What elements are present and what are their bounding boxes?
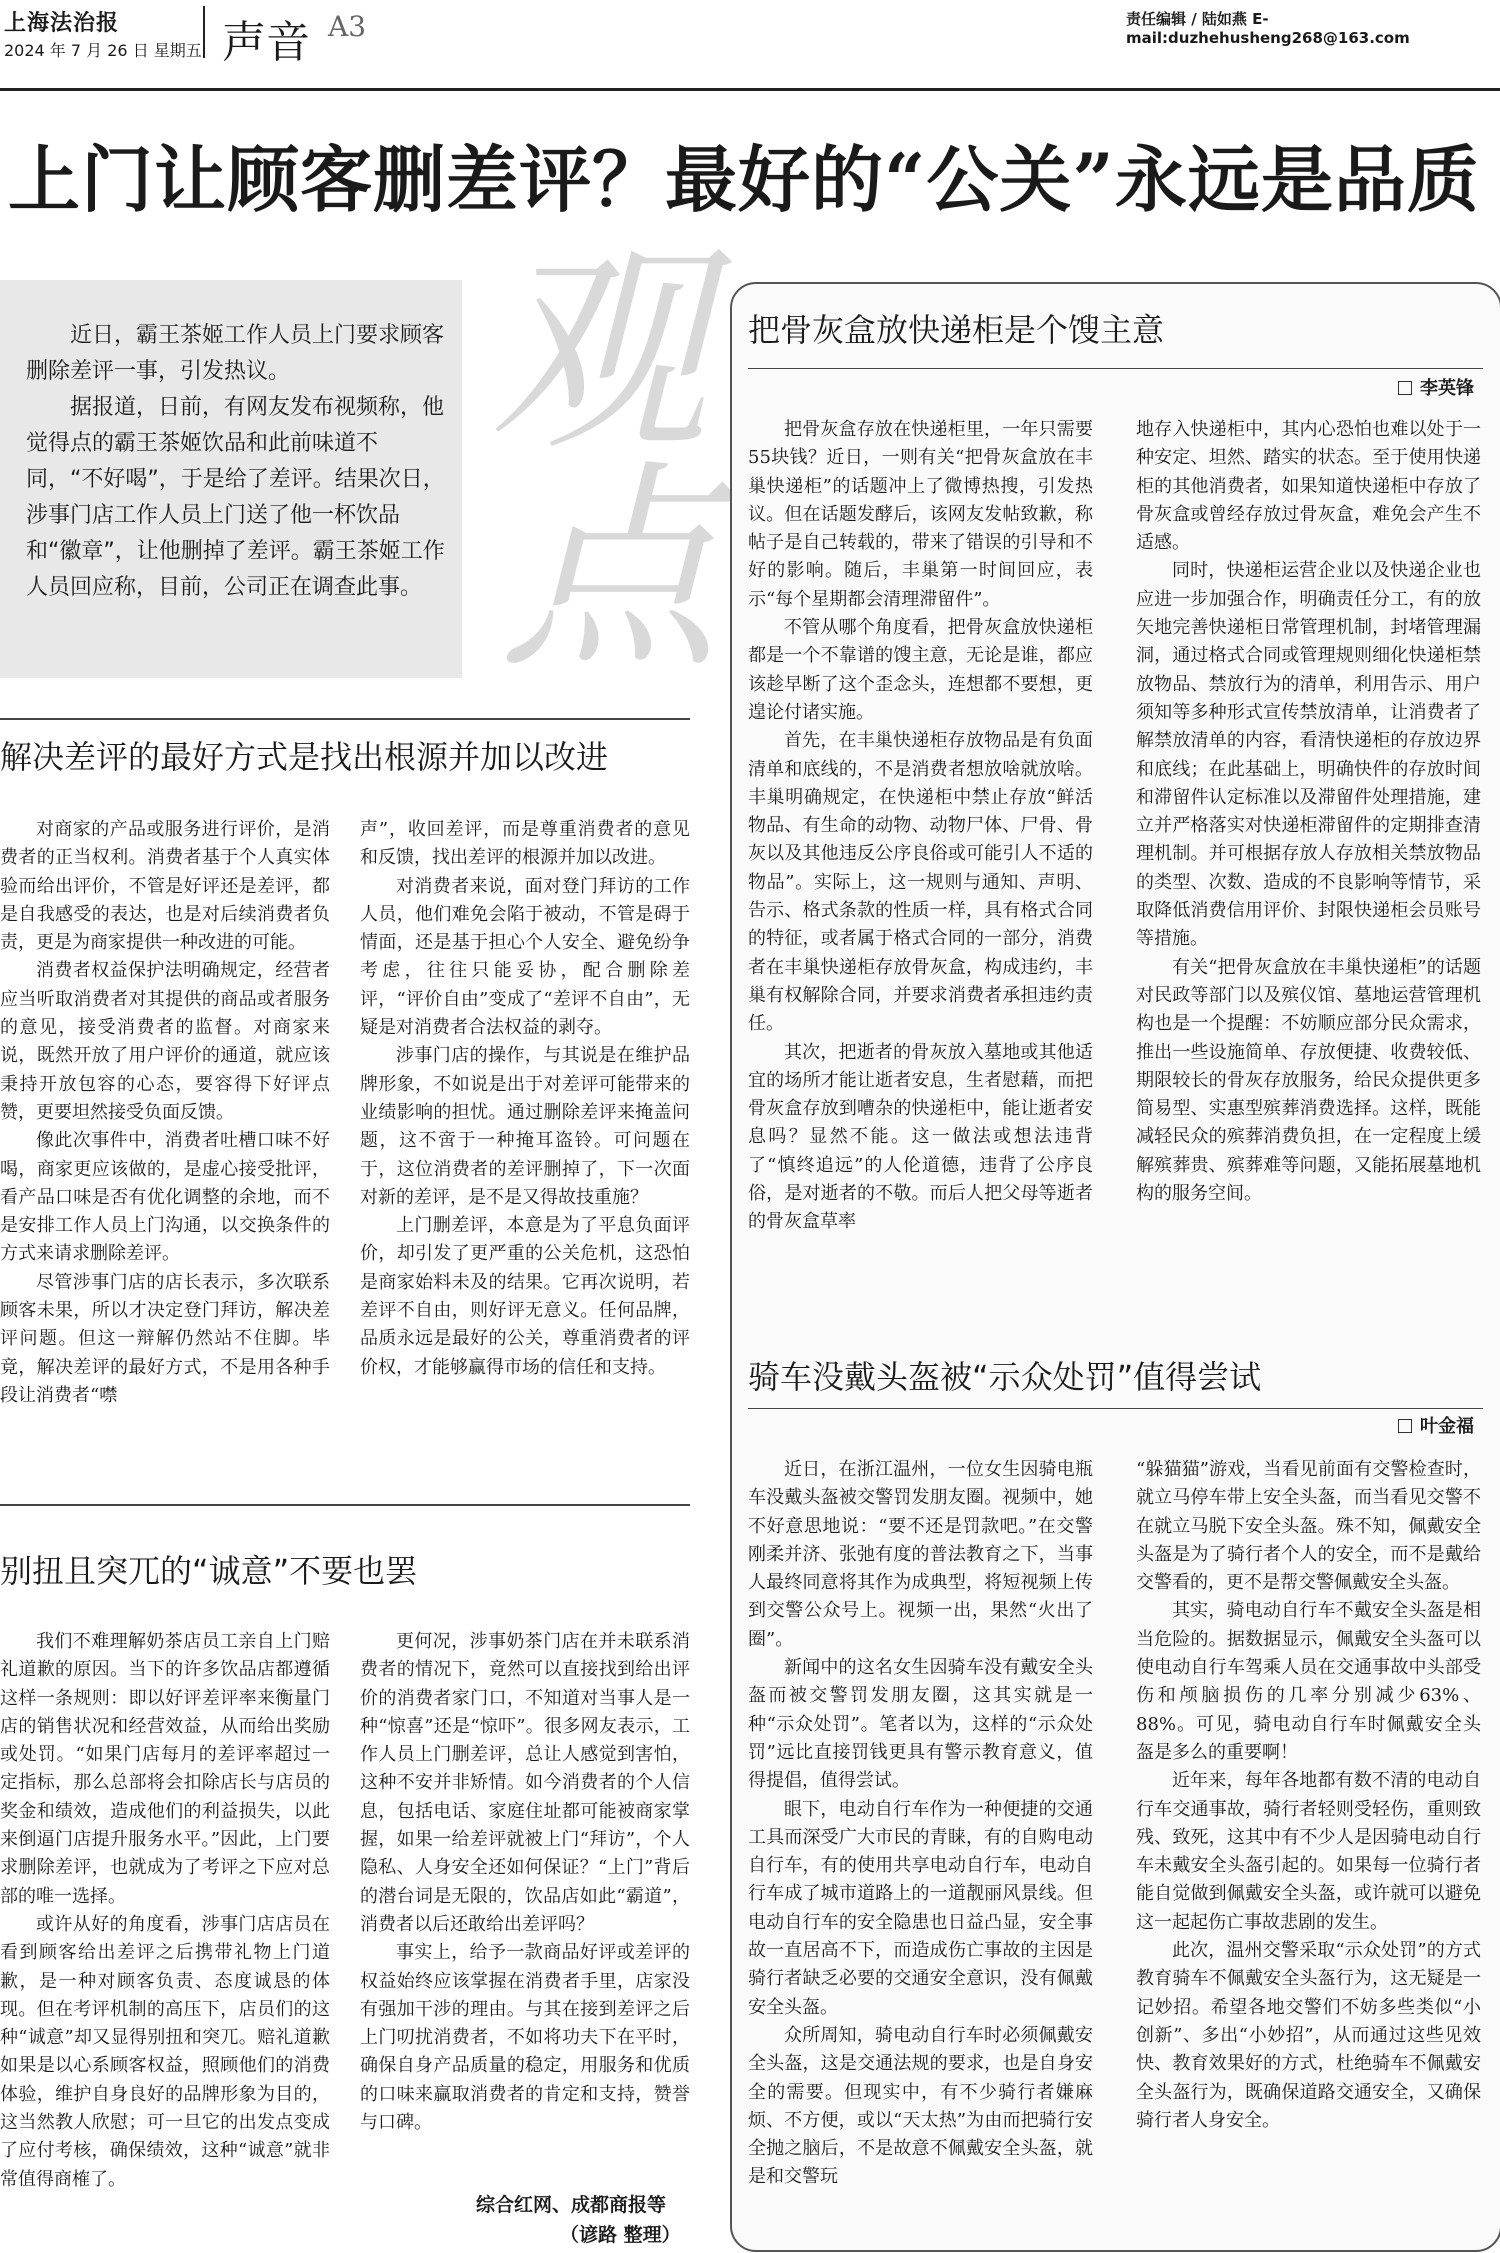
section-rule	[0, 1504, 690, 1506]
paragraph: “躲猫猫”游戏，当看见前面有交警检查时，就立马停车带上安全头盔，而当看见交警不在就立马脱下安全头盔。殊不知，佩戴安全头盔是为了骑行者个人的安全，而不是戴给交警看的，更不是帮交警佩戴安全头盔。	[1136, 1459, 1481, 1594]
article4-title: 骑车没戴头盔被“示众处罚”值得尝试	[748, 1358, 1262, 1396]
byline-box-icon	[1398, 381, 1412, 395]
section1-title: 解决差评的最好方式是找出根源并加以改进	[0, 738, 609, 776]
paragraph: 其次，把逝者的骨灰放入墓地或其他适宜的场所才能让逝者安息，生者慰藉，而把骨灰盒存放到嘈杂的快递柜中，能让逝者安息吗？显然不能。这一做法或想法违背了“慎终追远”的人伦道德，违背了公序良俗，是对逝者的不敬。而后人把父母等逝者的骨灰盒草率	[748, 1041, 1093, 1233]
compiler-credit: （谚路 整理）	[560, 2224, 681, 2246]
header-rule	[0, 88, 1500, 91]
section1-column-1	[0, 816, 330, 1410]
article3-title: 把骨灰盒放快递柜是个馊主意	[748, 311, 1165, 349]
paragraph: 像此次事件中，消费者吐槽口味不好喝，商家更应该做的，是虚心接受批评，看产品口味是否有优化调整的余地，而不是安排工作人员上门沟通，以交换条件的方式来请求删除差评。	[0, 1130, 330, 1265]
masthead-logo: 上海法治报	[4, 10, 120, 36]
paragraph: 众所周知，骑电动自行车时必须佩戴安全头盔，这是交通法规的要求，也是自身安全的需要。但现实中，有不少骑行者嫌麻烦、不方便，或以“天太热”为由而把骑行安全抛之脑后，不是故意不佩戴安全头盔，就是和交警玩	[748, 2024, 1093, 2188]
article4-byline	[1398, 1412, 1474, 1438]
main-headline: 上门让顾客删差评？最好的“公关”永远是品质	[8, 137, 1480, 222]
paragraph: 我们不难理解奶茶店员工亲自上门赔礼道歉的原因。当下的许多饮品店都遵循这样一条规则：即以好评差评率来衡量门店的销售状况和经营效益，从而给出奖励或处罚。“如果门店每月的差评率超过一定指标，那么总部将会扣除店长与店员的奖金和绩效，造成他们的利益损失，以此来倒逼门店提升服务水平。”因此，上门要求删除差评，也就成为了考评之下应对总部的唯一选择。	[0, 1631, 330, 1907]
paragraph: 其实，骑电动自行车不戴安全头盔是相当危险的。据数据显示，佩戴安全头盔可以使电动自行车驾乘人员在交通事故中头部受伤和颅脑损伤的几率分别减少63%、88%。可见，骑电动自行车时佩戴安全头盔是多么的重要啊！	[1136, 1600, 1481, 1763]
author-name: 叶金福	[1420, 1416, 1474, 1437]
paragraph: 同时，快递柜运营企业以及快递企业也应进一步加强合作，明确责任分工，有的放矢地完善快递柜日常管理机制，封堵管理漏洞，通过格式合同或管理规则细化快递柜禁放物品、禁放行为的清单，利用告示、用户须知等多种形式宣传禁放清单，让消费者了解禁放清单的内容，看清快递柜的存放边界和底线；在此基础上，明确快件的存放时间和滞留件认定标准以及滞留件处理措施，建立并严格落实对快递柜滞留件的定期排查清理机制。并可根据存放人存放相关禁放物品的类型、次数、造成的不良影响等情节，采取降低消费信用评价、封限快递柜会员账号等措施。	[1136, 560, 1481, 950]
intro-text	[26, 318, 446, 606]
section-name: 声音	[222, 17, 310, 68]
paragraph: 有关“把骨灰盒放在丰巢快递柜”的话题对民政等部门以及殡仪馆、墓地运营管理机构也是一个提醒：不妨顺应部分民众需求，推出一些设施简单、存放便捷、收费较低、期限较长的骨灰存放服务，给民众提供更多简易型、实惠型殡葬消费选择。这样，既能减轻民众的殡葬消费负担，在一定程度上缓解殡葬贵、殡葬难等问题，又能拓展墓地机构的服务空间。	[1136, 956, 1481, 1205]
section1-column-2	[360, 816, 690, 1382]
paragraph: 对消费者来说，面对登门拜访的工作人员，他们难免会陷于被动，不管是碍于情面，还是基于担心个人安全、避免纷争考虑，往往只能妥协，配合删除差评，“评价自由”变成了“差评不自由”，无疑是对消费者合法权益的剥夺。	[360, 875, 690, 1039]
article-rule	[748, 1408, 1483, 1409]
paragraph: 涉事门店的操作，与其说是在维护品牌形象，不如说是出于对差评可能带来的业绩影响的担忧。通过删除差评来掩盖问题，这不啻于一种掩耳盗铃。可问题在于，这位消费者的差评删掉了，下一次面对新的差评，是不是又得故技重施？	[360, 1045, 690, 1208]
paragraph: 此次，温州交警采取“示众处罚”的方式教育骑车不佩戴安全头盔行为，这无疑是一记妙招。希望各地交警们不妨多些类似“小创新”、多出“小妙招”，从而通过这些见效快、教育效果好的方式，杜绝骑车不佩戴安全头盔行为，既确保道路交通安全，又确保骑行者人身安全。	[1136, 1940, 1481, 2131]
paragraph: 或许从好的角度看，涉事门店店员在看到顾客给出差评之后携带礼物上门道歉，是一种对顾客负责、态度诚恳的体现。但在考评机制的高压下，店员们的这种“诚意”却又显得别扭和突兀。赔礼道歉如果是以心系顾客权益，照顾他们的消费体验，维护自身良好的品牌形象为目的，这当然教人欣慰；可一旦它的出发点变成了应付考核，确保绩效，这种“诚意”就非常值得商榷了。	[0, 1913, 330, 2190]
page-number: A3	[328, 10, 367, 43]
paragraph: 更何况，涉事奶茶门店在并未联系消费者的情况下，竟然可以直接找到给出评价的消费者家门口，不知道对当事人是一种“惊喜”还是“惊吓”。很多网友表示，工作人员上门删差评，总让人感觉到害怕，这种不安并非矫情。如今消费者的个人信息，包括电话、家庭住址都可能被商家掌握，如果一给差评就被上门“拜访”，个人隐私、人身安全还如何保证？“上门”背后的潜台词是无限的，饮品店如此“霸道”，消费者以后还敢给出差评吗？	[360, 1631, 690, 1935]
article-rule	[748, 368, 1483, 369]
article3-column-2	[1136, 416, 1481, 1208]
article4-column-1	[748, 1456, 1093, 2192]
section2-column-2	[360, 1628, 690, 2137]
article3-byline	[1398, 374, 1474, 400]
issue-date: 2024 年 7 月 26 日 星期五	[4, 41, 202, 60]
article3-column-1	[748, 416, 1093, 1237]
byline-box-icon	[1398, 1419, 1412, 1433]
paragraph: 新闻中的这名女生因骑车没有戴安全头盔而被交警罚发朋友圈，这其实就是一种“示众处罚”。笔者以为，这样的“示众处罚”远比直接罚钱更具有警示教育意义，值得提倡，值得尝试。	[748, 1657, 1093, 1792]
paragraph: 近日，在浙江温州，一位女生因骑电瓶车没戴头盔被交警罚发朋友圈。视频中，她不好意思地说：“要不还是罚款吧。”在交警刚柔并济、张弛有度的普法教育之下，当事人最终同意将其作为成典型，将短视频上传到交警公众号上。视频一出，果然“火出了圈”。	[748, 1459, 1093, 1650]
paragraph: 首先，在丰巢快递柜存放物品是有负面清单和底线的，不是消费者想放啥就放啥。丰巢明确规定，在快递柜中禁止存放“鲜活物品、有生命的动物、动物尸体、尸骨、骨灰以及其他违反公序良俗或可能引人不适的物品”。实际上，这一规则与通知、声明、告示、格式条款的性质一样，具有格式合同的特征，或者属于格式合同的一部分，消费者在丰巢快递柜存放骨灰盒，构成违约，丰巢有权解除合同，并要求消费者承担违约责任。	[748, 730, 1093, 1035]
paragraph: 尽管涉事门店的店长表示，多次联系顾客未果，所以才决定登门拜访，解决差评问题。但这一辩解仍然站不住脚。毕竟，解决差评的最好方式，不是用各种手段让消费者“噤	[0, 1271, 330, 1406]
masthead-divider	[203, 6, 205, 58]
paragraph: 声”，收回差评，而是尊重消费者的意见和反馈，找出差评的根源并加以改进。	[360, 819, 690, 869]
source-credit: 综合红网、成都商报等	[476, 2194, 667, 2216]
paragraph: 不管从哪个角度看，把骨灰盒放快递柜都是一个不靠谱的馊主意，无论是谁，都应该趁早断了这个歪念头，连想都不要想，更遑论付诸实施。	[748, 617, 1093, 723]
paragraph: 事实上，给予一款商品好评或差评的权益始终应该掌握在消费者手里，店家没有强加干涉的理由。与其在接到差评之后上门叨扰消费者，不如将功夫下在平时，确保自身产品质量的稳定，用服务和优质的口味来赢取消费者的肯定和支持，赞誉与口碑。	[360, 1942, 690, 2134]
paragraph: 对商家的产品或服务进行评价，是消费者的正当权利。消费者基于个人真实体验而给出评价，不管是好评还是差评，都是自我感受的表达，也是对后续消费者负责，更是为商家提供一种改进的可能。	[0, 819, 330, 954]
editor-credit: 责任编辑 / 陆如燕 E-mail:duzhehusheng268@163.com	[1126, 10, 1410, 47]
section2-column-1	[0, 1628, 330, 2194]
paragraph: 眼下，电动自行车作为一种便捷的交通工具而深受广大市民的青睐，有的自购电动自行车，有的使用共享电动自行车，电动自行车成了城市道路上的一道靓丽风景线。但电动自行车的安全隐患也日益凸显，安全事故一直居高不下，而造成伤亡事故的主因是骑行者缺乏必要的交通安全意识，没有佩戴安全头盔。	[748, 1798, 1093, 2018]
paragraph: 消费者权益保护法明确规定，经营者应当听取消费者对其提供的商品或者服务的意见，接受消费者的监督。对商家来说，既然开放了用户评价的通道，就应该秉持开放包容的心态，要容得下好评点赞，更要坦然接受负面反馈。	[0, 960, 330, 1123]
author-name: 李英锋	[1420, 378, 1474, 399]
paragraph: 把骨灰盒存放在快递柜里，一年只需要55块钱？近日，一则有关“把骨灰盒放在丰巢快递柜”的话题冲上了微博热搜，引发热议。但在话题发酵后，该网友发帖致歉，称帖子是自己转载的，带来了错误的引导和不好的影响。随后，丰巢第一时间回应，表示“每个星期都会清理滞留件”。	[748, 419, 1093, 610]
intro-paragraph: 近日，霸王茶姬工作人员上门要求顾客删除差评一事，引发热议。	[26, 323, 445, 384]
paragraph: 地存入快递柜中，其内心恐怕也难以处于一种安定、坦然、踏实的状态。至于使用快递柜的其他消费者，如果知道快递柜中存放了骨灰盒或曾经存放过骨灰盒，难免会产生不适感。	[1136, 419, 1481, 554]
article4-column-2	[1136, 1456, 1481, 2135]
watermark-char-guan: 观	[488, 224, 709, 480]
watermark-char-dian: 点	[500, 442, 721, 698]
paragraph: 上门删差评，本意是为了平息负面评价，却引发了更严重的公关危机，这恐怕是商家始料未及的结果。它再次说明，若差评不自由，则好评无意义。任何品牌，品质永远是最好的公关，尊重消费者的评价权，才能够赢得市场的信任和支持。	[360, 1215, 690, 1378]
paragraph: 近年来，每年各地都有数不清的电动自行车交通事故，骑行者轻则受轻伤，重则致残、致死，这其中有不少人是因骑电动自行车未戴安全头盔引起的。如果每一位骑行者能自觉做到佩戴安全头盔，或许就可以避免这一起起伤亡事故悲剧的发生。	[1136, 1770, 1481, 1933]
section2-title: 别扭且突兀的“诚意”不要也罢	[0, 1552, 418, 1590]
intro-paragraph: 据报道，日前，有网友发布视频称，他觉得点的霸王茶姬饮品和此前味道不同，“不好喝”，于是给了差评。结果次日，涉事门店工作人员上门送了他一杯饮品和“徽章”，让他删掉了差评。霸王茶姬工作人员回应称，目前，公司正在调查此事。	[26, 395, 445, 600]
section-rule	[0, 718, 690, 720]
